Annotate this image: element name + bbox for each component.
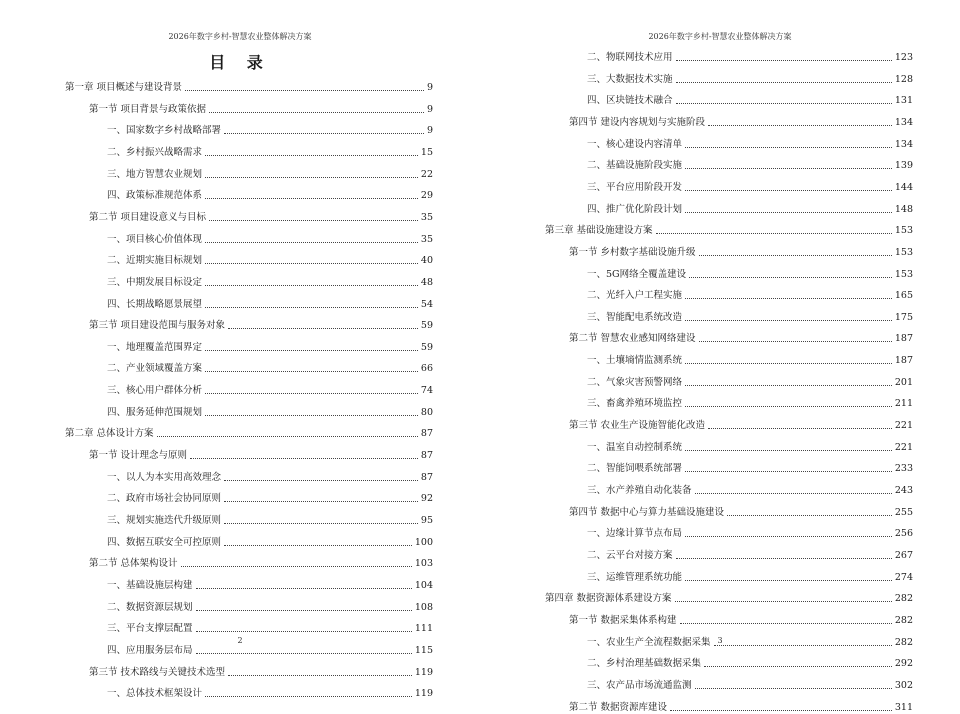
toc-entry-title: 第二节 数据资源库建设 bbox=[569, 701, 668, 713]
toc-entry-title: 四、推广优化阶段计划 bbox=[587, 203, 683, 215]
dot-leader bbox=[685, 536, 892, 537]
dot-leader bbox=[224, 545, 412, 546]
dot-leader bbox=[205, 350, 418, 351]
toc-entry-title: 二、近期实施目标规划 bbox=[107, 255, 203, 267]
toc-entry-title: 二、气象灾害预警网络 bbox=[587, 376, 683, 388]
toc-entry-section[interactable] bbox=[569, 416, 913, 432]
toc-entry-page: 187 bbox=[894, 333, 913, 345]
dot-leader bbox=[676, 82, 892, 83]
dot-leader bbox=[685, 450, 892, 451]
toc-entry-title: 第三章 基础设施建设方案 bbox=[545, 225, 653, 237]
toc-entry-title: 三、运维管理系统功能 bbox=[587, 571, 683, 583]
toc-entry-title: 一、地理覆盖范围界定 bbox=[107, 341, 203, 353]
dot-leader bbox=[727, 515, 892, 516]
dot-leader bbox=[695, 688, 892, 689]
toc-entry-page: 119 bbox=[414, 688, 433, 700]
toc-entry-title: 一、项目核心价值体现 bbox=[107, 233, 203, 245]
toc-entry-item[interactable] bbox=[107, 338, 433, 354]
dot-leader bbox=[209, 220, 418, 221]
toc-entry-page: 153 bbox=[894, 268, 913, 280]
toc-entry-title: 四、区块链技术融合 bbox=[587, 95, 673, 107]
dot-leader bbox=[685, 406, 892, 407]
toc-entry-item[interactable] bbox=[107, 576, 433, 592]
toc-entry-title: 二、政府市场社会协同原则 bbox=[107, 493, 222, 505]
toc-entry-page: 292 bbox=[894, 658, 913, 670]
toc-entry-title: 三、智能配电系统改造 bbox=[587, 311, 683, 323]
running-header: 2026年数字乡村-智慧农业整体解决方案 bbox=[648, 32, 792, 41]
toc-entry-page: 148 bbox=[894, 203, 913, 215]
toc-entry-title: 第二章 总体设计方案 bbox=[65, 428, 154, 440]
toc-entry-chapter[interactable] bbox=[545, 589, 913, 605]
toc-entry-page: 40 bbox=[420, 255, 433, 267]
toc-entry-title: 三、水产养殖自动化装备 bbox=[587, 485, 692, 496]
toc-entry-section[interactable] bbox=[89, 663, 433, 679]
toc-entry-item[interactable] bbox=[587, 394, 913, 410]
toc-entry-item[interactable] bbox=[587, 568, 913, 584]
toc-entry-page: 282 bbox=[894, 593, 913, 605]
toc-entry-item[interactable] bbox=[107, 165, 433, 181]
toc-entry-title: 一、以人为本实用高效理念 bbox=[107, 471, 222, 483]
toc-entry-page: 201 bbox=[894, 376, 913, 388]
dot-leader bbox=[675, 601, 892, 602]
dot-leader bbox=[205, 371, 418, 372]
toc-entry-title: 二、物联网技术应用 bbox=[587, 52, 673, 63]
toc-entry-item[interactable] bbox=[587, 91, 913, 107]
toc-entry-page: 48 bbox=[420, 276, 433, 288]
dot-leader bbox=[685, 471, 892, 472]
toc-entry-item[interactable] bbox=[107, 489, 433, 505]
toc-entry-page: 139 bbox=[894, 160, 913, 172]
dot-leader bbox=[676, 558, 892, 559]
dot-leader bbox=[685, 580, 892, 581]
toc-entry-title: 三、中期发展目标设定 bbox=[107, 276, 203, 288]
toc-entry-title: 三、核心用户群体分析 bbox=[107, 385, 203, 397]
toc-entry-page: 153 bbox=[894, 246, 913, 258]
dot-leader bbox=[196, 653, 412, 654]
toc-entry-page: 87 bbox=[420, 471, 433, 483]
dot-leader bbox=[228, 328, 418, 329]
toc-entry-title: 第一节 乡村数字基础设施升级 bbox=[569, 246, 696, 258]
toc-entry-title: 二、产业领域覆盖方案 bbox=[107, 363, 203, 375]
toc-entry-section[interactable] bbox=[89, 208, 433, 224]
dot-leader bbox=[224, 523, 418, 524]
toc-entry-title: 二、乡村振兴战略需求 bbox=[107, 146, 203, 158]
dot-leader bbox=[205, 393, 418, 394]
page-number: 2 bbox=[237, 636, 243, 645]
toc-entry-section[interactable] bbox=[569, 611, 913, 627]
toc-entry-page: 134 bbox=[894, 116, 913, 128]
toc-entry-page: 165 bbox=[894, 290, 913, 302]
toc-entry-title: 一、核心建设内容清单 bbox=[587, 138, 683, 150]
toc-entry-title: 第一节 数据采集体系构建 bbox=[569, 614, 677, 626]
dot-leader bbox=[181, 566, 412, 567]
toc-entry-page: 134 bbox=[894, 138, 913, 150]
toc-entry-title: 二、云平台对接方案 bbox=[587, 549, 673, 561]
dot-leader bbox=[205, 177, 418, 178]
toc-entry-item[interactable] bbox=[587, 178, 913, 194]
toc-entry-title: 一、农业生产全流程数据采集 bbox=[587, 636, 711, 648]
toc-entry-title: 一、土壤墒情监测系统 bbox=[587, 355, 683, 367]
dot-leader bbox=[205, 285, 418, 286]
toc-entry-item[interactable] bbox=[107, 511, 433, 527]
toc-entry-item[interactable] bbox=[107, 598, 433, 614]
dot-leader bbox=[205, 242, 418, 243]
toc-entry-section[interactable] bbox=[569, 243, 913, 259]
toc-entry-page: 80 bbox=[420, 406, 433, 418]
toc-entry-title: 四、服务延伸范围规划 bbox=[107, 406, 203, 418]
toc-entry-title: 二、乡村治理基础数据采集 bbox=[587, 658, 702, 670]
dot-leader bbox=[685, 298, 892, 299]
toc-entry-chapter[interactable] bbox=[545, 221, 913, 237]
toc-entry-item[interactable] bbox=[587, 70, 913, 86]
toc-entry-item[interactable] bbox=[587, 676, 913, 692]
toc-entry-page: 66 bbox=[420, 363, 433, 375]
toc-entry-page: 103 bbox=[414, 558, 433, 570]
toc-entry-page: 29 bbox=[420, 190, 433, 202]
toc-entry-item[interactable] bbox=[587, 48, 913, 64]
toc-entry-title: 第一章 项目概述与建设背景 bbox=[65, 82, 183, 93]
toc-entry-page: 175 bbox=[894, 311, 913, 323]
toc-entry-page: 95 bbox=[420, 515, 433, 526]
dot-leader bbox=[685, 190, 892, 191]
toc-entry-item[interactable] bbox=[587, 135, 913, 151]
dot-leader bbox=[656, 233, 892, 234]
toc-entry-title: 三、平台支撑层配置 bbox=[107, 623, 193, 635]
toc-entry-title: 一、基础设施层构建 bbox=[107, 579, 193, 591]
toc-entry-page: 9 bbox=[426, 103, 433, 115]
toc-entry-title: 三、规划实施迭代升级原则 bbox=[107, 515, 222, 526]
toc-entry-page: 9 bbox=[426, 82, 433, 93]
dot-leader bbox=[228, 675, 412, 676]
toc-entry-section[interactable] bbox=[89, 100, 433, 116]
toc-entry-page: 87 bbox=[420, 450, 433, 462]
toc-entry-item[interactable] bbox=[587, 546, 913, 562]
toc-entry-page: 221 bbox=[894, 441, 913, 453]
toc-entry-item[interactable] bbox=[107, 381, 433, 397]
dot-leader bbox=[224, 133, 424, 134]
toc-entry-page: 243 bbox=[894, 485, 913, 496]
toc-entry-page: 274 bbox=[894, 571, 913, 583]
toc-entry-section[interactable] bbox=[569, 503, 913, 519]
toc-entry-item[interactable] bbox=[107, 143, 433, 159]
toc-entry-section[interactable] bbox=[569, 698, 913, 714]
toc-entry-page: 104 bbox=[414, 579, 433, 591]
toc-entry-title: 一、国家数字乡村战略部署 bbox=[107, 125, 222, 137]
toc-entry-title: 第二节 项目建设意义与目标 bbox=[89, 211, 207, 223]
toc-entry-page: 74 bbox=[420, 385, 433, 397]
toc-entry-page: 111 bbox=[414, 623, 433, 635]
dot-leader bbox=[699, 255, 892, 256]
page-number: 3 bbox=[717, 636, 723, 645]
dot-leader bbox=[704, 666, 892, 667]
toc-entry-title: 三、农产品市场流通监测 bbox=[587, 679, 692, 691]
toc-entry-title: 一、5G网络全覆盖建设 bbox=[587, 268, 687, 280]
dot-leader bbox=[205, 198, 418, 199]
toc-entry-page: 35 bbox=[420, 233, 433, 245]
toc-entry-item[interactable] bbox=[587, 351, 913, 367]
toc-entry-item[interactable] bbox=[107, 359, 433, 375]
toc-entry-title: 二、光纤入户工程实施 bbox=[587, 290, 683, 302]
toc-entry-page: 267 bbox=[894, 549, 913, 561]
dot-leader bbox=[670, 710, 892, 711]
right-page bbox=[480, 0, 960, 713]
toc-entry-page: 59 bbox=[420, 320, 433, 332]
toc-entry-item[interactable] bbox=[107, 273, 433, 289]
dot-leader bbox=[205, 263, 418, 264]
dot-leader bbox=[685, 168, 892, 169]
dot-leader bbox=[205, 307, 418, 308]
toc-entry-page: 221 bbox=[894, 420, 913, 432]
dot-leader bbox=[685, 320, 892, 321]
dot-leader bbox=[699, 341, 892, 342]
toc-entry-item[interactable] bbox=[107, 121, 433, 137]
dot-leader bbox=[685, 212, 892, 213]
toc-entry-page: 302 bbox=[894, 679, 913, 691]
toc-entry-page: 9 bbox=[426, 125, 433, 137]
toc-entry-page: 144 bbox=[894, 181, 913, 193]
dot-leader bbox=[224, 501, 418, 502]
toc-entry-item[interactable] bbox=[107, 251, 433, 267]
dot-leader bbox=[676, 103, 892, 104]
toc-entry-page: 256 bbox=[894, 528, 913, 540]
toc-entry-title: 三、平台应用阶段开发 bbox=[587, 181, 683, 193]
dot-leader bbox=[708, 428, 892, 429]
toc-entry-page: 54 bbox=[420, 298, 433, 310]
toc-entry-title: 三、大数据技术实施 bbox=[587, 73, 673, 85]
toc-entry-page: 311 bbox=[894, 701, 913, 713]
toc-entry-title: 第四节 数据中心与算力基础设施建设 bbox=[569, 506, 725, 518]
toc-entry-item[interactable] bbox=[587, 459, 913, 475]
dot-leader bbox=[685, 363, 892, 364]
dot-leader bbox=[205, 696, 412, 697]
toc-entry-item[interactable] bbox=[107, 295, 433, 311]
toc-entry-page: 115 bbox=[414, 644, 433, 656]
toc-entry-page: 35 bbox=[420, 211, 433, 223]
dot-leader bbox=[196, 631, 412, 632]
toc-entry-title: 第三节 技术路线与关键技术选型 bbox=[89, 666, 226, 678]
toc-entry-page: 59 bbox=[420, 341, 433, 353]
toc-entry-page: 153 bbox=[894, 225, 913, 237]
toc-entry-title: 一、温室自动控制系统 bbox=[587, 441, 683, 453]
toc-entry-title: 四、应用服务层布局 bbox=[107, 644, 193, 656]
toc-entry-title: 三、地方智慧农业规划 bbox=[107, 168, 203, 180]
toc-entry-item[interactable] bbox=[587, 373, 913, 389]
dot-leader bbox=[224, 480, 418, 481]
dot-leader bbox=[676, 60, 892, 61]
toc-entry-page: 282 bbox=[894, 636, 913, 648]
toc-entry-title: 四、数据互联安全可控原则 bbox=[107, 536, 222, 548]
toc-entry-item[interactable] bbox=[107, 533, 433, 549]
dot-leader bbox=[205, 415, 418, 416]
left-page bbox=[0, 0, 480, 700]
toc-entry-page: 255 bbox=[894, 506, 913, 518]
dot-leader bbox=[185, 90, 424, 91]
toc-entry-item[interactable] bbox=[107, 684, 433, 700]
toc-entry-title: 第一节 设计理念与原则 bbox=[89, 450, 188, 462]
toc-entry-item[interactable] bbox=[107, 619, 433, 635]
dot-leader bbox=[680, 623, 892, 624]
dot-leader bbox=[196, 610, 412, 611]
toc-entry-page: 128 bbox=[894, 73, 913, 85]
dot-leader bbox=[157, 436, 418, 437]
toc-entry-title: 二、基础设施阶段实施 bbox=[587, 160, 683, 172]
toc-entry-section[interactable] bbox=[89, 446, 433, 462]
toc-entry-title: 第二节 智慧农业感知网络建设 bbox=[569, 333, 696, 345]
toc-entry-chapter[interactable] bbox=[65, 78, 433, 94]
toc-entry-page: 187 bbox=[894, 355, 913, 367]
dot-leader bbox=[209, 112, 424, 113]
toc-entry-title: 第一节 项目背景与政策依据 bbox=[89, 103, 207, 115]
toc-entry-item[interactable] bbox=[107, 186, 433, 202]
toc-entry-title: 一、边缘计算节点布局 bbox=[587, 528, 683, 540]
toc-entry-item[interactable] bbox=[107, 468, 433, 484]
toc-entry-item[interactable] bbox=[587, 481, 913, 497]
toc-entry-page: 22 bbox=[420, 168, 433, 180]
toc-entry-page: 87 bbox=[420, 428, 433, 440]
toc-entry-section[interactable] bbox=[569, 329, 913, 345]
toc-entry-page: 233 bbox=[894, 463, 913, 475]
toc-entry-page: 92 bbox=[420, 493, 433, 505]
dot-leader bbox=[196, 588, 412, 589]
toc-entry-item[interactable] bbox=[587, 438, 913, 454]
toc-entry-item[interactable] bbox=[587, 524, 913, 540]
toc-entry-item[interactable] bbox=[587, 156, 913, 172]
toc-entry-section[interactable] bbox=[89, 554, 433, 570]
toc-entry-title: 一、总体技术框架设计 bbox=[107, 688, 203, 700]
dot-leader bbox=[695, 493, 892, 494]
toc-entry-title: 第三节 农业生产设施智能化改造 bbox=[569, 420, 706, 432]
toc-entry-title: 二、数据资源层规划 bbox=[107, 601, 193, 613]
toc-entry-chapter[interactable] bbox=[65, 424, 433, 440]
toc-entry-page: 211 bbox=[894, 398, 913, 410]
toc-entry-title: 第四节 建设内容规划与实施阶段 bbox=[569, 116, 706, 128]
running-header: 2026年数字乡村-智慧农业整体解决方案 bbox=[168, 32, 312, 41]
toc-entry-page: 131 bbox=[894, 95, 913, 107]
toc-entry-item[interactable] bbox=[107, 230, 433, 246]
toc-entry-page: 119 bbox=[414, 666, 433, 678]
toc-entry-title: 四、政策标准规范体系 bbox=[107, 190, 203, 202]
dot-leader bbox=[708, 125, 892, 126]
toc-entry-title: 二、智能饲喂系统部署 bbox=[587, 463, 683, 475]
toc-entry-page: 108 bbox=[414, 601, 433, 613]
toc-entry-title: 四、长期战略愿景展望 bbox=[107, 298, 203, 310]
toc-entry-item[interactable] bbox=[587, 308, 913, 324]
toc-entry-title: 第四章 数据资源体系建设方案 bbox=[545, 593, 672, 605]
toc-entry-item[interactable] bbox=[587, 654, 913, 670]
dot-leader bbox=[685, 385, 892, 386]
toc-entry-item[interactable] bbox=[587, 286, 913, 302]
toc-entry-page: 15 bbox=[420, 146, 433, 158]
dot-leader bbox=[190, 458, 418, 459]
dot-leader bbox=[689, 277, 892, 278]
toc-entry-title: 第二节 总体架构设计 bbox=[89, 558, 178, 570]
toc-entry-item[interactable] bbox=[587, 265, 913, 281]
toc-title: 目 录 bbox=[209, 53, 271, 72]
toc-entry-title: 第三节 项目建设范围与服务对象 bbox=[89, 320, 226, 332]
toc-entry-section[interactable] bbox=[569, 113, 913, 129]
toc-entry-title: 三、畜禽养殖环境监控 bbox=[587, 398, 683, 410]
toc-entry-page: 282 bbox=[894, 614, 913, 626]
dot-leader bbox=[685, 147, 892, 148]
toc-entry-item[interactable] bbox=[587, 200, 913, 216]
toc-entry-section[interactable] bbox=[89, 316, 433, 332]
toc-entry-page: 100 bbox=[414, 536, 433, 548]
toc-entry-page: 123 bbox=[894, 52, 913, 63]
toc-entry-item[interactable] bbox=[107, 403, 433, 419]
dot-leader bbox=[205, 155, 418, 156]
